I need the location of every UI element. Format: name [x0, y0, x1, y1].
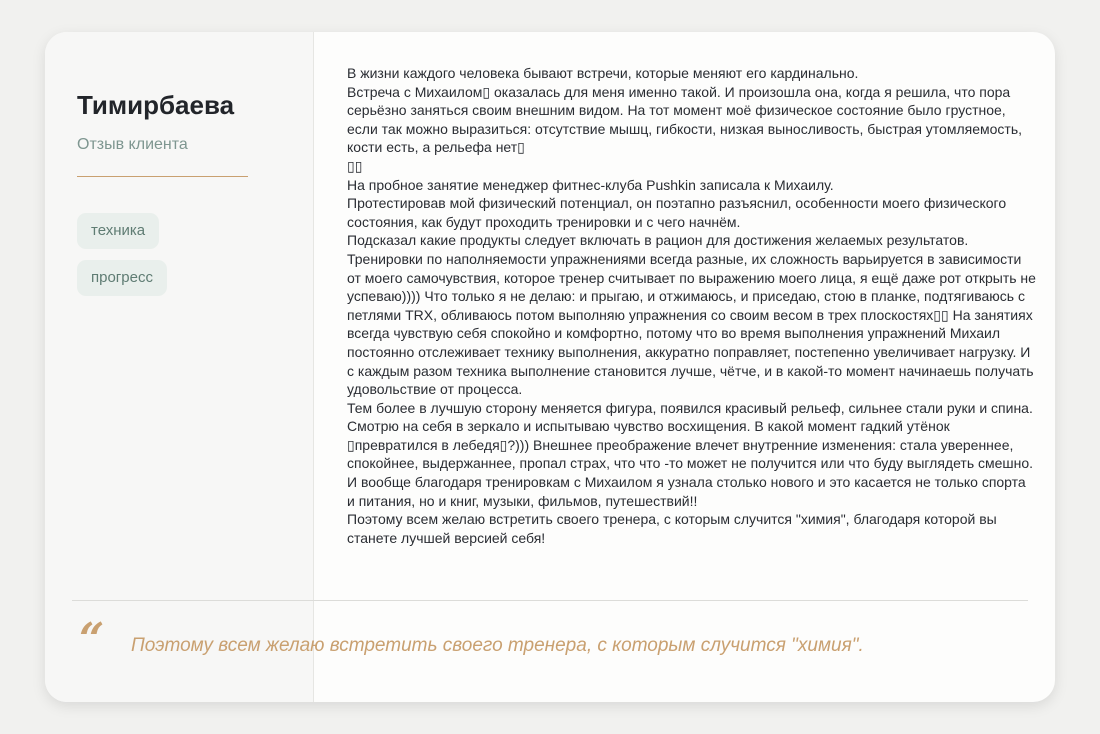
review-paragraph: ▯▯ [347, 157, 363, 174]
review-paragraph: Подсказал какие продукты следует включать в рацион для достижения желаемых результатов. [347, 232, 969, 249]
client-name: Тимирбаева [77, 90, 235, 120]
review-card [45, 32, 1055, 702]
review-paragraph: На пробное занятие менеджер фитнес-клуба Pushkin записала к Михаилу. [347, 176, 834, 193]
accent-divider [77, 176, 248, 177]
tag-progress[interactable]: прогресс [77, 260, 167, 296]
quote-divider [72, 600, 1028, 601]
pull-quote: Поэтому всем желаю встретить своего тренера, с которым случится "химия". [131, 635, 864, 656]
sidebar [45, 32, 314, 702]
tag-technique[interactable]: техника [77, 213, 159, 249]
review-paragraph: Протестировав мой физический потенциал, он поэтапно разъяснил, особенности моего физического состояния, как будут проходить тренировки и с чего начнём. [347, 195, 1007, 230]
review-paragraph: В жизни каждого человека бывают встречи, которые меняют его кардинально. [347, 65, 859, 81]
review-paragraph: Тренировки по наполняемости упражнениями всегда разные, их сложность варьируется в зависимости от моего самочувствия, которое тренер считывает по выражению моего лица, я ещё даже рот открыть не успеваю)))) Что только я не делаю: и прыгаю, и отжимаюсь, и приседаю, стою в планке, подтягиваюсь с петлями TRX, обливаюсь потом выполняю упражнения со своим весом в трех плоскостях▯▯ На занятиях всегда чувствую себя спокойно и комфортно, потому что во время выполнения упражнений Михаил постоянно отслеживает технику выполнения, аккуратно поправляет, постепенно увеличивает нагрузку. И с каждым разом техника выполнение становится лучше, чётче, и в какой-то момент начинаешь получать удовольствие от процесса. [347, 250, 1036, 398]
review-paragraph: Поэтому всем желаю встретить своего тренера, с которым случится "химия", благодаря которой вы станете лучшей версией себя! [347, 511, 997, 546]
quote-mark-icon: “ [79, 614, 105, 665]
review-subtitle: Отзыв клиента [77, 136, 188, 153]
review-paragraph: Тем более в лучшую сторону меняется фигура, появился красивый рельеф, сильнее стали руки и спина. Смотрю на себя в зеркало и испытываю чувство восхищения. В какой момент гадкий утёнок ▯превратился в лебедя▯?))) Внешнее преображение влечет внутренние изменения: стала увереннее, спокойнее, выдержаннее, пропал страх, что что -то может не получится или что буду выглядеть смешно. И вообще благодаря тренировкам с Михаилом я узнала столько нового и это касается не только спорта и питания, но и книг, музыки, фильмов, путешествий!! [347, 399, 1034, 509]
review-text [347, 64, 1037, 547]
review-paragraph: Встреча с Михаилом▯ оказалась для меня именно такой. И произошла она, когда я решила, что пора серьёзно заняться своим внешним видом. На тот момент моё физическое состояние было грустное, если так можно выразиться: отсутствие мышц, гибкости, низкая выносливость, быстрая утомляемость, кости есть, а рельефа нет▯ [347, 83, 1023, 156]
